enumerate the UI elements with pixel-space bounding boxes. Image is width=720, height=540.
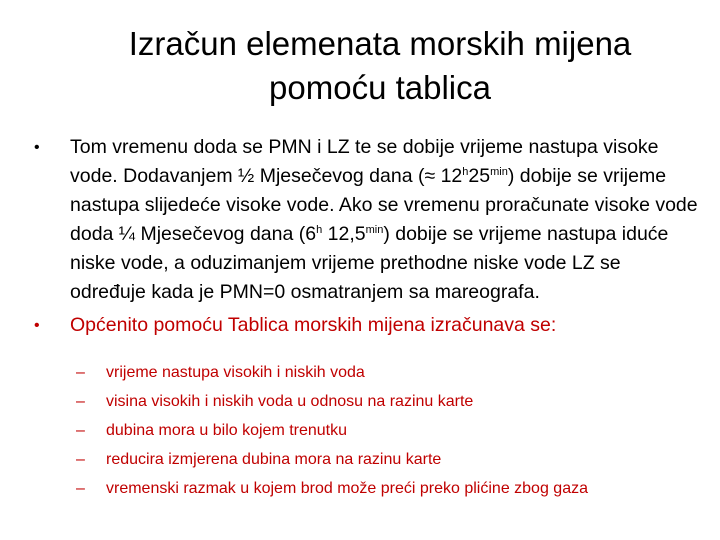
sub-item-text: vrijeme nastupa visokih i niskih voda: [106, 364, 365, 381]
title-line-1: Izračun elemenata morskih mijena: [128, 25, 632, 62]
superscript-minutes: min: [365, 224, 384, 236]
sub-item-text: dubina mora u bilo kojem trenutku: [106, 422, 348, 439]
bullet-marker: •: [34, 139, 40, 156]
bullet-text-part: ) dobije se vrijeme nastupa slijedeće visoke vode. Ako se vremenu proračunate visoke vode doda ¼ Mjesečevog dana (6: [70, 165, 698, 245]
dash-marker: –: [76, 422, 85, 439]
title-line-2: pomoću tablica: [269, 69, 491, 106]
bullet-tide-calculation: [28, 133, 698, 307]
sub-item: [28, 387, 698, 416]
sub-item-text: vremenski razmak u kojem brod može preći preko plićine zbog gaza: [106, 480, 588, 497]
sub-item: [28, 445, 698, 474]
sub-item-text: visina visokih i niskih voda u odnosu na razinu karte: [106, 393, 474, 410]
dash-marker: –: [76, 364, 85, 381]
dash-marker: –: [76, 393, 85, 410]
sub-item-list: [28, 358, 698, 503]
bullet-text-part: 12,5: [322, 223, 366, 245]
bullet-text-part: 25: [468, 165, 491, 187]
dash-marker: –: [76, 480, 85, 497]
superscript-minutes: min: [490, 166, 508, 178]
slide-title: [40, 22, 720, 110]
sub-item: [28, 416, 698, 445]
bullet-marker: •: [34, 317, 40, 334]
bullet-text: Općenito pomoću Tablica morskih mijena izračunava se:: [70, 314, 557, 336]
sub-item: [28, 474, 698, 503]
sub-item-text: reducira izmjerena dubina mora na razinu karte: [106, 451, 442, 468]
slide-content: [28, 133, 698, 503]
sub-item: [28, 358, 698, 387]
superscript-hours: h: [462, 166, 469, 178]
superscript-hours: h: [316, 224, 323, 236]
dash-marker: –: [76, 451, 85, 468]
bullet-text-part: ) dobije se vrijeme nastupa iduće niske vode, a oduzimanjem vrijeme prethodne niske vode LZ se određuje kada je PMN=0 osmatranjem sa mareografa.: [70, 223, 669, 303]
bullet-text-part: Tom vremenu doda se PMN i LZ te se dobije vrijeme nastupa visoke vode. Dodavanjem ½ Mjesečevog dana (≈ 12: [70, 136, 659, 187]
bullet-general-use: [28, 311, 698, 340]
